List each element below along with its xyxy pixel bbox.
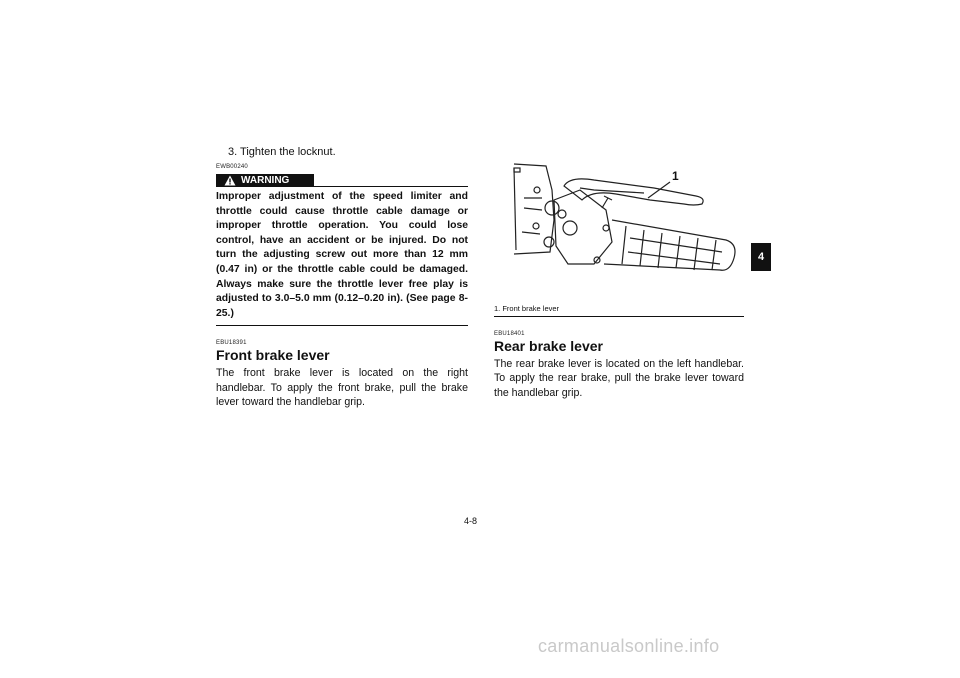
left-column [216, 146, 468, 410]
warning-label: WARNING [241, 175, 290, 186]
front-brake-lever-figure [494, 160, 744, 300]
rear-brake-body: The rear brake lever is located on the left handlebar. To apply the rear brake, pull the brake lever toward the handlebar grip. [494, 358, 744, 399]
front-brake-body: The front brake lever is located on the right handlebar. To apply the front brake, pull the brake lever toward the handlebar grip. [216, 367, 468, 409]
warning-rule [216, 186, 468, 187]
handlebar-illustration [494, 160, 744, 300]
warning-code: EWB00240 [216, 164, 248, 170]
page-number: 4-8 [464, 516, 478, 526]
rear-brake-code: EBU18401 [494, 331, 525, 337]
warning-triangle-icon [224, 175, 236, 186]
front-brake-code: EBU18391 [216, 340, 247, 347]
step-text: 3. Tighten the locknut. [228, 146, 336, 158]
chapter-tab: 4 [751, 243, 771, 271]
warning-text: Improper adjustment of the speed limiter and throttle could cause throttle cable damage or improper throttle operation. You could lose control, have an accident or be injured. Do not turn the adjusting screw out more than 12 mm (0.47 in) or the throttle cable could be damaged. Always make sure the throttle lever free play is adjusted to 3.0–5.0 mm (0.12–0.20 in). (See page 8-25.) [216, 190, 468, 326]
figure-rule [494, 316, 744, 317]
rear-brake-title: Rear brake lever [494, 338, 603, 354]
right-column [494, 160, 744, 400]
footer-watermark: carmanualsonline.info [538, 636, 720, 656]
figure-callout-number: 1 [672, 169, 679, 183]
figure-caption: 1. Front brake lever [494, 304, 560, 313]
front-brake-title: Front brake lever [216, 347, 330, 364]
